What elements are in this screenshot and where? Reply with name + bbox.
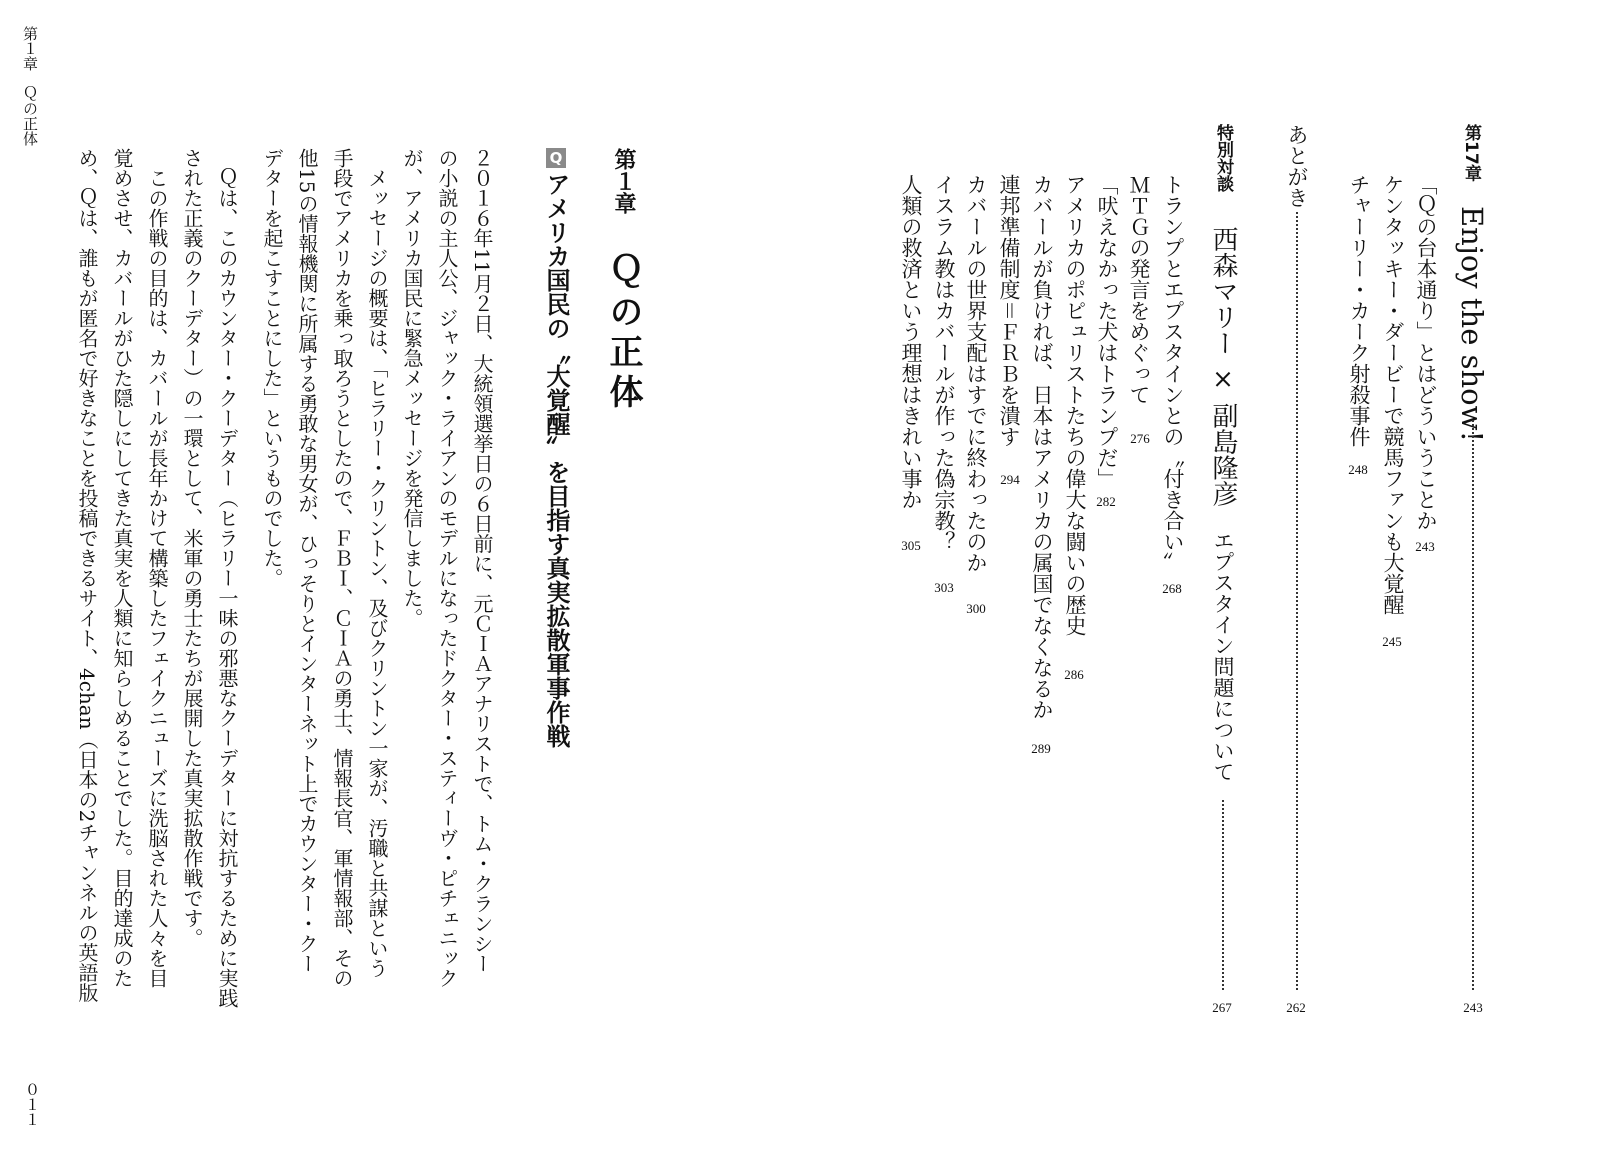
toc-leader (1222, 800, 1224, 990)
toc-special-label: 特別対談 (1213, 124, 1233, 192)
toc-leader (1472, 420, 1474, 990)
toc-leader (1296, 212, 1298, 990)
body-line: 他15の情報機関に所属する勇敢な男女が、ひっそりとインターネット上でカウンター・クー (295, 148, 319, 974)
body-line: め、Ｑは、誰もが匿名で好きなことを投稿できるサイト、4chan（日本の2チャンネルの英語版 (75, 148, 99, 1003)
toc-page-number: 248 (1348, 462, 1368, 477)
toc-entry: イスラム教はカバールが作った偽宗教？ (932, 174, 956, 552)
toc-entry: 人類の救済という理想はきれい事か (899, 174, 923, 510)
body-line: 手段でアメリカを乗っ取ろうとしたので、ＦＢＩ、ＣＩＡの勇士、情報長官、軍情報部、その (330, 148, 354, 988)
toc-page-number: 243 (1415, 539, 1435, 554)
page-folio: ０１１ (23, 1082, 41, 1127)
body-line: された正義のクーデター）の一環として、米軍の勇士たちが展開した真実拡散作戦です。 (180, 148, 204, 948)
body-line: デターを起こすことにした」というものでした。 (260, 148, 284, 588)
toc-page-number: 300 (966, 601, 986, 616)
chapter-subtitle: アメリカ国民の〝大覚醒〟を目指す真実拡散軍事作戦 (542, 172, 570, 748)
body-line: が、アメリカ国民に緊急メッセージを発信しました。 (400, 148, 424, 628)
toc-page-number: 262 (1286, 1000, 1306, 1015)
body-line: メッセージの概要は、「ヒラリー・クリントン、及びクリントン一家が、汚職と共謀という (365, 148, 389, 978)
toc-entry: カバールの世界支配はすでに終わったのか (964, 174, 988, 573)
toc-page-number: 289 (1031, 741, 1051, 756)
toc-entry: 連邦準備制度＝ＦＲＢを潰す (997, 174, 1021, 447)
toc-entry: トランプとエプスタインとの〝付き合い〟 (1161, 174, 1185, 573)
toc-page-number: 268 (1162, 581, 1182, 596)
body-line: の小説の主人公、ジャック・ライアンのモデルになったドクター・スティーヴ・ピチェニック (435, 148, 459, 988)
body-line: この作戦の目的は、カバールが長年かけて構築したフェイクニューズに洗脳された人々を目 (145, 148, 169, 988)
toc-page-number: 294 (1000, 472, 1020, 487)
toc-page-number: 276 (1130, 431, 1150, 446)
toc-page-number: 243 (1463, 1000, 1483, 1015)
body-line: Ｑは、このカウンター・クーデター（ヒラリー一味の邪悪なクーデターに対抗するために実践 (215, 148, 239, 1008)
toc-entry: ケンタッキー・ダービーで競馬ファンも大覚醒 (1381, 174, 1405, 615)
toc-entry: アメリカのポピュリストたちの偉大な闘いの歴史 (1063, 174, 1087, 636)
toc-page-number: 305 (901, 538, 921, 553)
toc-entry: 「吠えなかった犬はトランプだ」 (1095, 174, 1119, 489)
body-line: ２０１６年11月２日、大統領選挙日の６日前に、元ＣＩＡアナリストで、トム・クランシー (470, 148, 494, 974)
toc-entry: チャーリー・カーク射殺事件 (1347, 174, 1371, 447)
toc-chapter-title: Enjoy the show! (1455, 206, 1489, 443)
toc-page-number: 267 (1212, 1000, 1232, 1015)
toc-chapter-label: 第17章 (1461, 124, 1481, 182)
body-line: 覚めさせ、カバールがひた隠しにしてきた真実を人類に知らしめることでした。目的達成のた (110, 148, 134, 988)
toc-entry: ＭＴＧの発言をめぐって (1127, 174, 1151, 405)
toc-page-number: 286 (1064, 667, 1084, 682)
running-head: 第１章 Ｑの正体 (21, 26, 39, 146)
toc-entry: 「Ｑの台本通り」とはどういうことか (1414, 174, 1438, 531)
toc-special-subtitle: エプスタイン問題について (1211, 530, 1235, 782)
chapter-number: 第１章 (611, 148, 636, 214)
toc-entry: カバールが負ければ、日本はアメリカの属国でなくなるか (1030, 174, 1054, 720)
toc-page-number: 282 (1096, 494, 1116, 509)
q-badge-icon: Q (546, 148, 566, 168)
toc-page-number: 303 (934, 580, 954, 595)
toc-afterword: あとがき (1285, 124, 1309, 208)
toc-page-number: 245 (1382, 634, 1402, 649)
toc-special-names: 西森マリー × 副島隆彦 (1208, 226, 1238, 507)
chapter-title: Ｑの正体 (603, 254, 643, 414)
